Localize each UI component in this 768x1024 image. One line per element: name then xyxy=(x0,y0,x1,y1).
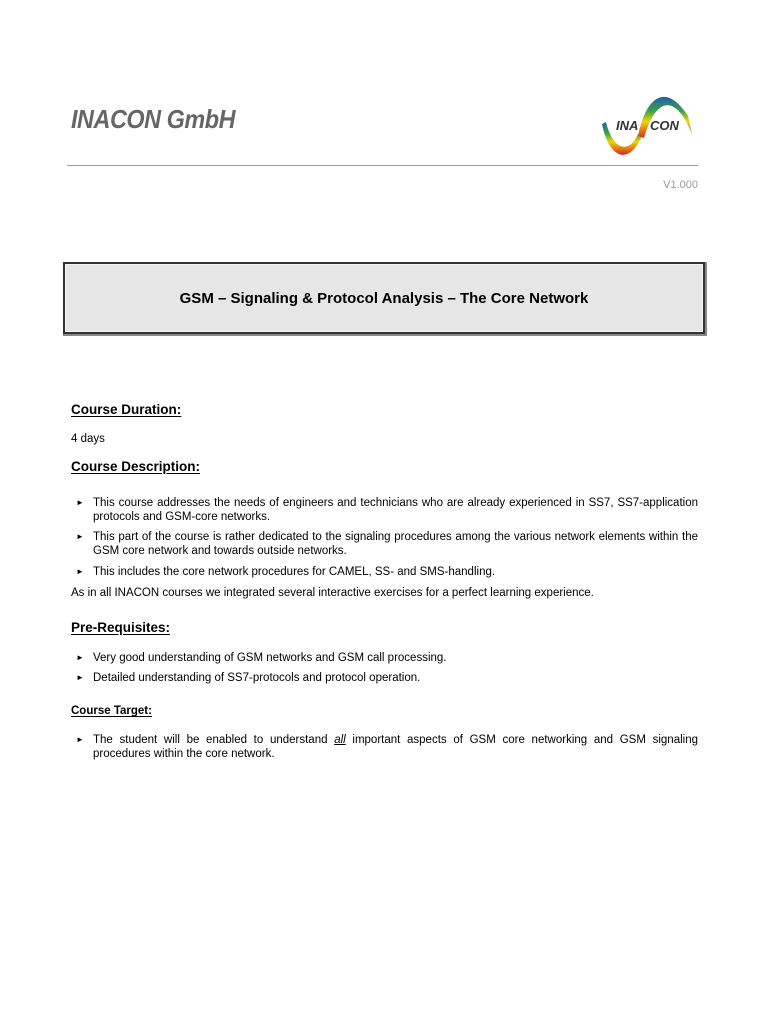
list-item xyxy=(76,565,698,579)
course-title-box xyxy=(63,262,705,334)
header-divider xyxy=(67,165,698,166)
description-note: As in all INACON courses we integrated several interactive exercises for a perfect learning experience. xyxy=(71,587,594,599)
right-triangle-icon: ► xyxy=(76,532,84,541)
course-title: GSM – Signaling & Protocol Analysis – The Core Network xyxy=(179,289,589,307)
target-text-after: important aspects of GSM core networking and GSM signaling procedures within the core network. xyxy=(93,734,699,760)
target-text-before: The student will be enabled to understand xyxy=(93,734,335,746)
right-triangle-icon: ► xyxy=(76,653,84,662)
target-heading: Course Target: xyxy=(71,705,152,717)
right-triangle-icon: ► xyxy=(76,735,84,744)
prerequisites-heading: Pre-Requisites: xyxy=(71,620,171,635)
right-triangle-icon: ► xyxy=(76,673,84,682)
list-item xyxy=(76,496,698,524)
version-label: V1.000 xyxy=(663,179,698,191)
list-item-text: Detailed understanding of SS7-protocols and protocol operation. xyxy=(93,672,421,684)
list-item-text: Very good understanding of GSM networks and GSM call processing. xyxy=(93,652,447,664)
target-text xyxy=(93,733,698,761)
logo-text-right: CON xyxy=(650,118,679,133)
company-name: INACON GmbH xyxy=(71,104,236,134)
duration-heading: Course Duration: xyxy=(71,402,182,417)
inacon-logo xyxy=(598,86,698,164)
list-item-text: This course addresses the needs of engineers and technicians who are already experienced in SS7, SS7-application protocols and GSM-core networks. xyxy=(93,497,698,523)
description-heading: Course Description: xyxy=(71,459,201,474)
target-emphasis: all xyxy=(334,734,346,746)
right-triangle-icon: ► xyxy=(76,567,84,576)
right-triangle-icon: ► xyxy=(76,498,84,507)
list-item-text: This part of the course is rather dedicated to the signaling procedures among the various network elements within the GSM core network and towards outside networks. xyxy=(93,531,698,557)
list-item xyxy=(76,733,698,761)
list-item xyxy=(76,671,698,685)
duration-value: 4 days xyxy=(71,433,105,445)
list-item-text: This includes the core network procedures for CAMEL, SS- and SMS-handling. xyxy=(93,566,496,578)
logo-text-left: INA xyxy=(616,118,639,133)
list-item xyxy=(76,651,698,665)
list-item xyxy=(76,530,698,558)
